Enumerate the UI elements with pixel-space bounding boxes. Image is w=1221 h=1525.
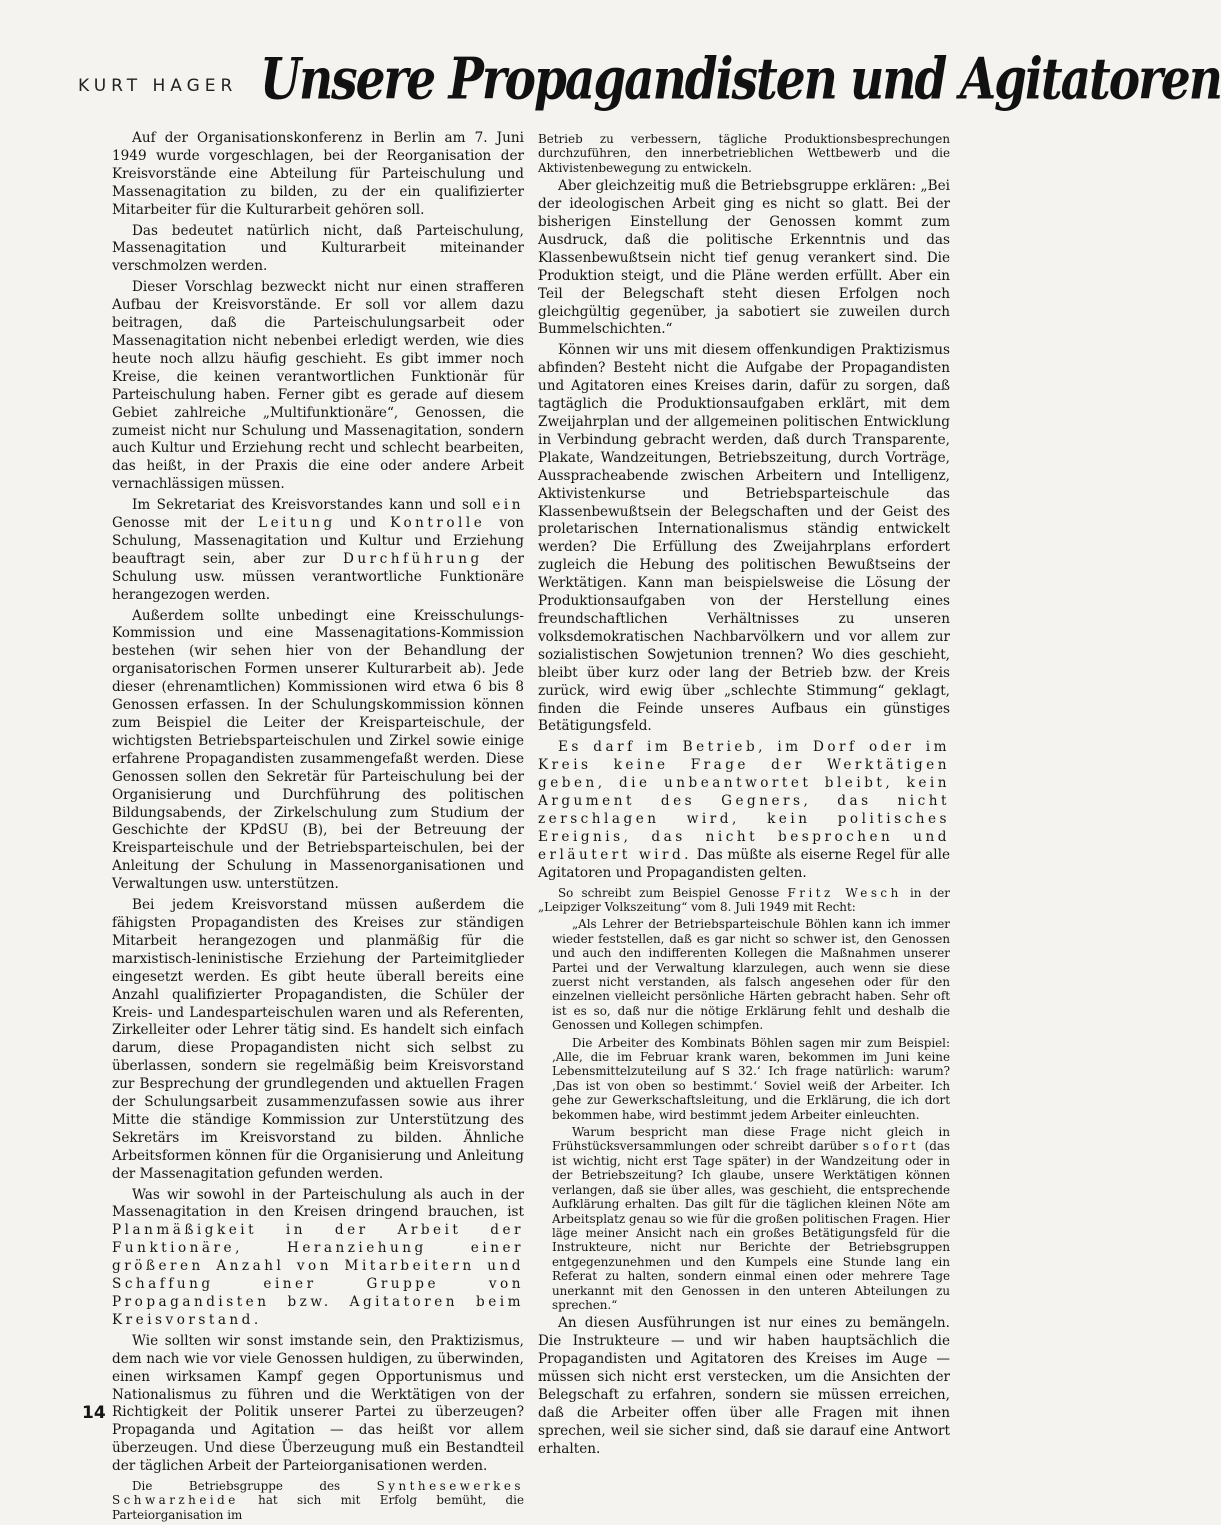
quote-paragraph: Die Arbeiter des Kombinats Böhlen sagen mir zum Beispiel: ‚Alle, die im Februar krank waren, bekommen im Juni keine Lebensmittelzuteilung auf S 32.‘ Ich frage natürlich: warum? ‚Das ist von oben so bestimmt.‘ Soviel weiß der Arbeiter. Ich gehe zur Gewerkschaftsleitung, und die Erklärung, die ich dort bekommen habe, wird bestimmt jedem Arbeiter einleuchten. <box>552 1035 950 1122</box>
emphasis: Kontrolle <box>390 515 486 532</box>
text-run: von Schulung, Massenagitation und Kultur und Erziehung beauftragt sein, aber zur <box>112 515 525 567</box>
text-run: der Schulung usw. müssen verantwortliche Funktionäre herangezogen werden. <box>112 550 524 603</box>
quote-paragraph <box>552 1125 950 1312</box>
text-run: Warum bespricht man diese Frage nicht gleich in Frühstücksversammlungen oder schreibt darüber <box>552 1125 950 1154</box>
emphasis: Es darf im Betrieb, im Dorf oder im Kreis keine Frage der Werktätigen geben, die unbeantwortet bleibt, kein Argument des Gegners, das nicht zerschlagen wird, kein politisches Ereignis, das nicht besprochen und erläutert wird. <box>538 739 950 863</box>
paragraph: Das bedeutet natürlich nicht, daß Parteischulung, Massenagitation und Kulturarbeit miteinander verschmolzen werden. <box>112 222 524 275</box>
emphasis: Planmäßigkeit in der Arbeit der Funktionäre, Heranziehung einer größeren Anzahl von Mitarbeitern und Schaffung einer Gruppe von Propagandisten bzw. Agitatoren beim Kreisvorstand. <box>112 1222 524 1328</box>
text-run: Genosse mit der <box>112 515 244 532</box>
paragraph: Auf der Organisationskonferenz in Berlin am 7. Juni 1949 wurde vorgeschlagen, bei der Reorganisation der Kreisvorstände eine Abteilung für Parteischulung und Massenagitation zu bilden, zu der ein qualifizierter Mitarbeiter für die Kulturarbeit gehören soll. <box>112 130 524 218</box>
text-run: in der „Leipziger Volkszeitung“ vom 8. Juli 1949 mit Recht: <box>538 885 950 914</box>
paragraph: Betrieb zu verbessern, tägliche Produktionsbesprechungen durchzuführen, den innerbetrieblichen Wettbewerb und die Aktivistenbewegung zu entwickeln. <box>538 132 950 175</box>
text-run: Was wir sowohl in der Parteischulung als auch in der Massenagitation in den Kreisen dringend brauchen, ist <box>112 1186 524 1221</box>
paragraph <box>112 497 524 604</box>
article-header <box>70 46 1221 136</box>
emphasis: Leitung <box>258 515 336 532</box>
paragraph: Wie sollten wir sonst imstande sein, den Praktizismus, dem nach wie vor viele Genossen huldigen, zu überwinden, einen wirksamen Kampf gegen Opportunismus und Nationalismus zu führen und die Werktätigen von der Richtigkeit der Politik unserer Partei zu überzeugen? Propaganda und Agitation — das heißt vor allem überzeugen. Und diese Überzeugung muß ein Bestandteil der täglichen Arbeit der Parteiorganisationen werden. <box>112 1332 524 1475</box>
emphasis: Fritz Wesch <box>787 885 902 900</box>
paragraph: An diesen Ausführungen ist nur eines zu bemängeln. Die Instrukteure — und wir haben hauptsächlich die Propagandisten und Agitatoren des Kreises im Auge — müssen sich nicht erst verstecken, um die Ansichten der Belegschaft zu erfahren, sondern sie müssen erreichen, daß die Arbeiter offen über alle Fragen mit ihnen sprechen, weil sie sicher sind, daß sie darauf eine Antwort erhalten. <box>538 1315 950 1457</box>
paragraph <box>112 1479 524 1522</box>
author-name: KURT HAGER <box>78 76 238 96</box>
text-run: Die Betriebsgruppe des <box>132 1479 341 1494</box>
paragraph <box>112 1187 524 1330</box>
text-run: und <box>349 515 377 532</box>
emphasis: ein <box>492 497 524 514</box>
paragraph: Aber gleichzeitig muß die Betriebsgruppe erklären: „Bei der ideologischen Arbeit ging es nicht so glatt. Bei der bisherigen Einstellung der Genossen kommt zum Ausdruck, daß die politische Erkenntnis und das Klassenbewußtsein nicht tief genug verankert sind. Die Produktion steigt, und die Pläne werden erfüllt. Aber ein Teil der Belegschaft steht diesen Erfolgen noch gleichgültig gegenüber, ja sabotiert sie zuweilen durch Bummelschichten.“ <box>538 178 950 338</box>
right-column <box>538 132 950 1462</box>
emphasis: sofort <box>862 1139 920 1154</box>
paragraph: Dieser Vorschlag bezweckt nicht nur einen strafferen Aufbau der Kreisvorstände. Er soll vor allem dazu beitragen, daß die Parteischulungsarbeit oder Massenagitation nicht nebenbei erledigt werden, wie dies heute noch allzu häufig geschieht. Es gibt immer noch Kreise, die keinen verantwortlichen Funktionär für Parteischulung haben. Ferner gibt es gerade auf diesem Gebiet zahlreiche „Multifunktionäre“, Genossen, die zumeist nicht nur Schulung und Massenagitation, sondern auch Kultur und Erziehung recht und schlecht bearbeiten, das heißt, in der Praxis die eine oder andere Arbeit vernachlässigen müssen. <box>112 279 524 493</box>
paragraph: Können wir uns mit diesem offenkundigen Praktizismus abfinden? Besteht nicht die Aufgabe der Propagandisten und Agitatoren eines Kreises darin, dafür zu sorgen, daß tagtäglich die Produktionsaufgaben erklärt, mit dem Zweijahrplan und der allgemeinen politischen Entwicklung in Verbindung gebracht werden, daß durch Transparente, Plakate, Wandzeitungen, Betriebszeitung, durch Vorträge, Ausspracheabende zwischen Arbeitern und Intelligenz, Aktivistenkurse und Betriebsparteischule das Klassenbewußtsein der Belegschaften und der Geist des proletarischen Internationalismus ständig entwickelt werden? Die Erfüllung des Zweijahrplans erfordert zugleich die Hebung des politischen Bewußtseins der Werktätigen. Kann man beispielsweise die Lösung der Produktionsaufgaben von der Herstellung eines freundschaftlichen Verhältnisses zu unseren volksdemokratischen Nachbarvölkern und vor allem zur sozialistischen Sowjetunion trennen? Wo dies geschieht, bleibt über kurz oder lang der Betrieb bzw. der Kreis zurück, wird ewig über „schlechte Stimmung“ geklagt, finden die Feinde unseres Aufbaus ein günstiges Betätigungsfeld. <box>538 342 950 735</box>
quote-paragraph: „Als Lehrer der Betriebsparteischule Böhlen kann ich immer wieder feststellen, daß es gar nicht so schwer ist, den Genossen und auch den indifferenten Kollegen die Maßnahmen unserer Partei und der Verwaltung klarzulegen, auch wenn sie diese zuerst nicht verstanden, als falsch angesehen oder für den einzelnen vielleicht persönliche Härten gebracht haben. Sehr oft ist es so, daß nur die nötige Erklärung fehlt und deshalb die Genossen und Kollegen schimpfen. <box>552 917 950 1033</box>
text-run: So schreibt zum Beispiel Genosse <box>558 885 780 900</box>
text-run: Im Sekretariat des Kreisvorstandes kann und soll <box>132 497 486 514</box>
article-title: Unsere Propagandisten und Agitatoren <box>260 46 1221 114</box>
paragraph: Außerdem sollte unbedingt eine Kreisschulungs-Kommission und eine Massenagitations-Kommission bestehen (wir sehen hier von der Behandlung der organisatorischen Formen unserer Kulturarbeit ab). Jede dieser (ehrenamtlichen) Kommissionen wird etwa 6 bis 8 Genossen erfassen. In der Schulungskommission können zum Beispiel die Leiter der Kreisparteischule, der wichtigsten Betriebsparteischulen und Zirkel sowie einige erfahrene Propagandisten zusammengefaßt werden. Diese Genossen sollen den Sekretär für Parteischulung bei der Organisierung und Durchführung des politischen Bildungsabends, der Zirkelschulung zum Studium der Geschichte der KPdSU (B), bei der Betreuung der Kreisparteischule und der Betriebsparteischulen, bei der Anleitung der Schulung in Massenorganisationen und Verwaltungen usw. unterstützen. <box>112 607 524 893</box>
paragraph: Bei jedem Kreisvorstand müssen außerdem die fähigsten Propagandisten des Kreises zur ständigen Mitarbeit herangezogen und planmäßig für die marxistisch-leninistische Erziehung der Parteimitglieder eingesetzt werden. Es gibt heute überall bereits eine Anzahl qualifizierter Propagandisten, die Schüler der Kreis- und Landesparteischulen waren und als Referenten, Zirkelleiter oder Lehrer tätig sind. Es handelt sich einfach darum, diese Propagandisten nicht sich selbst zu überlassen, sondern sie regelmäßig beim Kreisvorstand zur Besprechung der grundlegenden und aktuellen Fragen der Schulungsarbeit zusammenzufassen sowie aus ihrer Mitte die ständige Kommission zur Unterstützung des Sekretärs im Kreisvorstand zu bilden. Ähnliche Arbeitsformen können für die Organisierung und Anleitung der Massenagitation gefunden werden. <box>112 897 524 1182</box>
paragraph <box>538 739 950 882</box>
left-column <box>112 130 524 1525</box>
page-number: 14 <box>82 1403 106 1423</box>
text-run: hat sich mit Erfolg bemüht, die Parteiorganisation im <box>112 1493 525 1522</box>
paragraph <box>538 886 950 915</box>
text-run: Das müßte als eiserne Regel für alle Agitatoren und Propagandisten gelten. <box>538 846 951 881</box>
text-run: (das ist wichtig, nicht erst Tage später) in der Wandzeitung oder in der Betriebszeitung? Ich glaube, unsere Werktätigen können verlangen, daß sie über alles, was geschieht, die entsprechende Aufklärung erhalten. Das gilt für die täglichen kleinen Nöte am Arbeitsplatz genau so wie für die großen politischen Fragen. Hier läge meiner Ansicht nach ein großes Betätigungsfeld für die Instrukteure, nicht nur Berichte der Betriebsgruppen entgegenzunehmen und den Kumpels eine Stunde lang ein Referat zu halten, sondern einmal einen oder mehrere Tage unerkannt mit den Genossen in den unteren Abteilungen zu sprechen.“ <box>552 1139 951 1312</box>
emphasis: Synthesewerkes Schwarzheide <box>112 1479 524 1508</box>
emphasis: Durchführung <box>342 550 483 567</box>
